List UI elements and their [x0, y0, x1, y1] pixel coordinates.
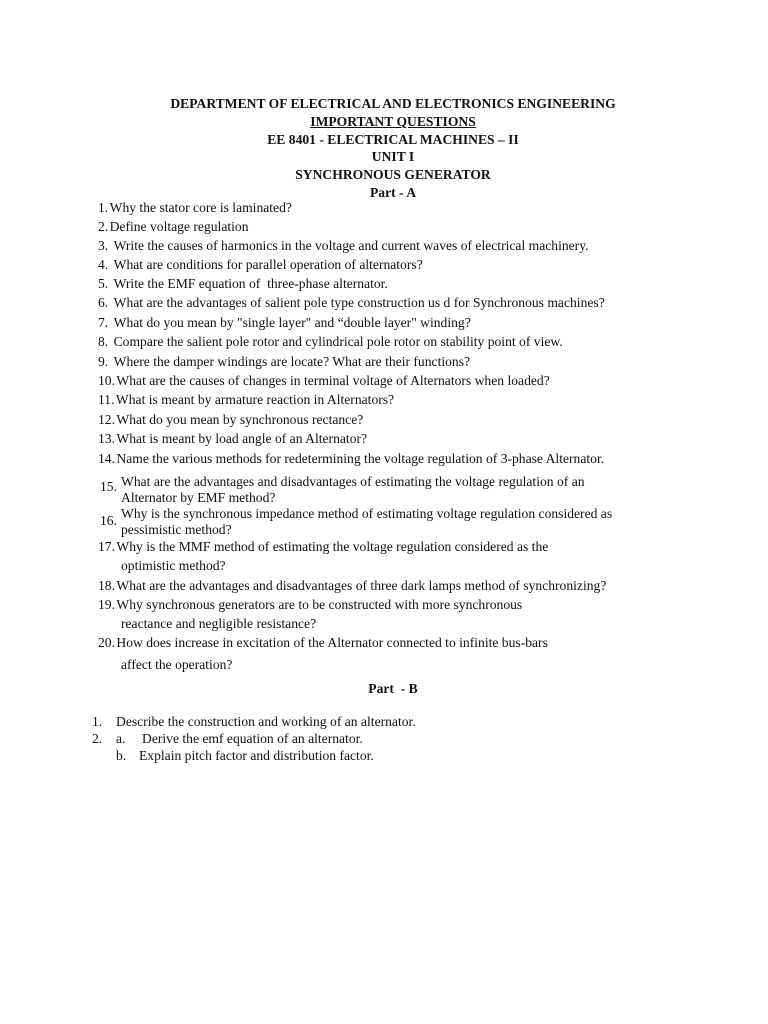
question-item [98, 354, 470, 370]
question-text: Why the stator core is laminated? [109, 200, 292, 215]
question-text-continued: affect the operation? [121, 657, 233, 672]
topic-title: SYNCHRONOUS GENERATOR [295, 167, 491, 183]
question-text: What are conditions for parallel operation of alternators? [113, 257, 423, 272]
question-text: What is meant by armature reaction in Alternators? [115, 392, 395, 407]
question-number: 18. [98, 578, 115, 593]
question-text: What are the causes of changes in terminal voltage of Alternators when loaded? [116, 373, 550, 388]
sub-question-letter: a. [116, 731, 126, 746]
question-number: 10. [98, 373, 115, 388]
document-title: IMPORTANT QUESTIONS [310, 113, 476, 129]
question-number: 8. [98, 334, 109, 349]
question-text-continued: pessimistic method? [121, 522, 232, 537]
question-text: Where the damper windings are locate? What are their functions? [113, 354, 471, 369]
question-item [98, 412, 363, 428]
sub-question-letter: b. [116, 748, 127, 763]
question-number: 2. [98, 219, 109, 234]
question-text-continued: reactance and negligible resistance? [121, 616, 317, 631]
question-number: 9. [98, 354, 109, 369]
question-text: Describe the construction and working of an alternator. [116, 714, 416, 729]
question-number: 14. [98, 451, 115, 466]
question-text: What are the advantages of salient pole type construction us d for Synchronous machines? [113, 295, 605, 310]
question-item [98, 219, 249, 235]
question-text: Write the causes of harmonics in the voltage and current waves of electrical machinery. [113, 238, 589, 253]
question-item [98, 200, 292, 216]
question-item [98, 451, 604, 467]
question-number: 1. [98, 200, 109, 215]
document-header [0, 95, 768, 202]
sub-question-text: Derive the emf equation of an alternator. [142, 731, 363, 746]
question-text-continued: Alternator by EMF method? [121, 490, 276, 505]
course-title: EE 8401 - ELECTRICAL MACHINES – II [267, 131, 519, 147]
question-item [98, 431, 367, 447]
question-item [98, 276, 388, 292]
question-text: Define voltage regulation [109, 219, 249, 234]
question-number: 5. [98, 276, 109, 291]
question-text: Compare the salient pole rotor and cylindrical pole rotor on stability point of view. [113, 334, 563, 349]
question-item [98, 373, 550, 389]
question-number: 7. [98, 315, 109, 330]
part-a-heading: Part - A [369, 184, 417, 200]
question-item [98, 334, 563, 350]
question-text: Why is the MMF method of estimating the voltage regulation considered as the [116, 539, 549, 554]
question-number: 13. [98, 431, 115, 446]
question-number: 1. [92, 714, 103, 729]
question-number: 2. [92, 731, 103, 746]
question-item [98, 257, 423, 273]
question-number: 19. [98, 597, 115, 612]
unit-title: UNIT I [371, 149, 415, 165]
question-number: 15. [100, 479, 117, 494]
question-number: 20. [98, 635, 115, 650]
question-item [98, 635, 548, 651]
question-text: Write the EMF equation of three-phase alternator. [113, 276, 388, 291]
question-number: 12. [98, 412, 115, 427]
question-text: What do you mean by "single layer" and “double layer" winding? [113, 315, 471, 330]
question-item [98, 238, 589, 254]
question-text: How does increase in excitation of the Alternator connected to infinite bus-bars [116, 635, 548, 650]
department-title: DEPARTMENT OF ELECTRICAL AND ELECTRONICS ENGINEERING [170, 96, 616, 111]
question-item [98, 315, 471, 331]
question-text-continued: optimistic method? [121, 558, 226, 573]
question-number: 16. [100, 513, 117, 528]
question-text: What are the advantages and disadvantages of estimating the voltage regulation of an [121, 474, 585, 489]
question-text: What are the advantages and disadvantages of three dark lamps method of synchronizing? [116, 578, 607, 593]
question-text: Why is the synchronous impedance method of estimating voltage regulation considered as [121, 506, 613, 521]
question-item [98, 392, 394, 408]
question-item [98, 597, 522, 613]
part-b-heading: Part - B [368, 681, 418, 696]
question-number: 11. [98, 392, 115, 407]
question-text: What do you mean by synchronous rectance? [116, 412, 364, 427]
question-text: Name the various methods for redetermining the voltage regulation of 3-phase Alternator. [116, 451, 605, 466]
question-number: 17. [98, 539, 115, 554]
sub-question-text: Explain pitch factor and distribution factor. [139, 748, 374, 763]
question-item [98, 578, 606, 594]
question-text: Why synchronous generators are to be constructed with more synchronous [116, 597, 523, 612]
question-number: 3. [98, 238, 109, 253]
question-item [98, 295, 605, 311]
question-number: 4. [98, 257, 109, 272]
question-item [98, 539, 548, 555]
question-number: 6. [98, 295, 109, 310]
question-text: What is meant by load angle of an Alternator? [116, 431, 368, 446]
